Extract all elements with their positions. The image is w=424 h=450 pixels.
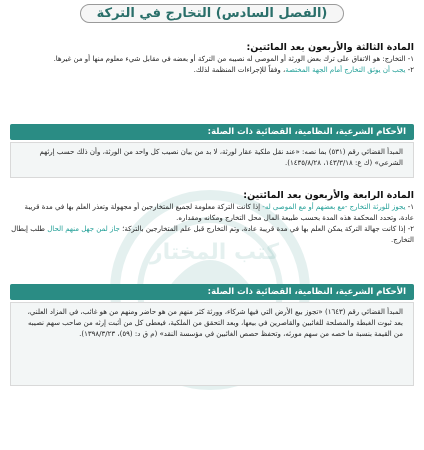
- ruling-1-text: المبدأ القضائي رقم (٥٣١) بما نصه: «عند نقل ملكية عقار لورثة، لا بد من بيان نصيب كل واحد من الورثة، وأن ذلك حسب إرثهم الشرعي» (ك ع: ١٤٣/٣/١٨، ١٤٣٥/٨/٢٨).: [39, 148, 403, 167]
- article-43-para-1: ١- التخارج: هو الاتفاق على ترك بعض الورثة أو الموصى له نصيبه من التركة أو بعضه في مقابل شيء معلوم منها أو من غيرها.: [53, 55, 414, 63]
- article-43-para-2: ٢- يجب أن يوثق التخارج أمام الجهة المختصة، وفقاً للإجراءات المنظمة لذلك.: [193, 66, 414, 74]
- rulings-bar-2: الأحكام الشرعية، النظامية، القضائية ذات الصلة:: [10, 284, 414, 300]
- article-44-heading: المادة الرابعة والأربعون بعد المائتين:: [243, 190, 414, 201]
- article-43-highlight: يجب أن يوثق التخارج أمام الجهة المختصة: [285, 66, 406, 74]
- watermark-text: كتب المختار: [150, 240, 280, 265]
- article-44-para-1: ١- يجوز للورثة التخارج -مع بعضهم أو مع الموصى له- إذا كانت التركة معلومة لجميع المتخارجين أو مجهولة وتعذر العلم بها في مدة قريبة عادة، وتحدد المحكمة هذه المدة بحسب طبيعة المال محل التخارج ومكانه ومقداره.: [24, 203, 414, 222]
- ruling-box-1: [10, 142, 414, 178]
- chapter-title: (الفصل السادس) التخارج في التركة: [80, 4, 345, 23]
- article-44: [10, 190, 414, 246]
- article-43-heading: المادة الثالثة والأربعون بعد المائتين:: [246, 42, 414, 53]
- rulings-bar-1: الأحكام الشرعية، النظامية، القضائية ذات الصلة:: [10, 124, 414, 140]
- ruling-box-2: [10, 302, 414, 386]
- article-44-highlight-2: جاز لمن جهل منهم الحال: [47, 225, 120, 233]
- article-43: [10, 42, 414, 76]
- ruling-2-text: المبدأ القضائي رقم (١٦٤٣) «تجوز بيع الأرض التي فيها شركاء، وورثة كثر منهم من هو حاضر ومنهم من هو غائب، في المزاد العلني، بعد ثبوت الغبطة والمصلحة للغائبين والقاصرين في بيعها، وبعد التحقق من الملكية، فيعطى كل من أثبت إرثه من صاحب سهم نصيبه من القيمة بنسبة ما خصه من سهم مورثه، وتحفظ حصص الغائبين في مؤسسة النقد» (م ق د: (٥٩)، ١٣٩٨/٣/٢٣).: [27, 308, 403, 338]
- article-44-highlight-1: يجوز للورثة التخارج -مع بعضهم أو مع الموصى له-: [262, 203, 406, 211]
- article-44-para-2: ٢- إذا كانت جهالة التركة يمكن العلم بها في مدة قريبة عادة، وتم التخارج قبل علم المتخارجين بالتركة؛ جاز لمن جهل منهم الحال طلب إبطال التخارج.: [11, 225, 414, 244]
